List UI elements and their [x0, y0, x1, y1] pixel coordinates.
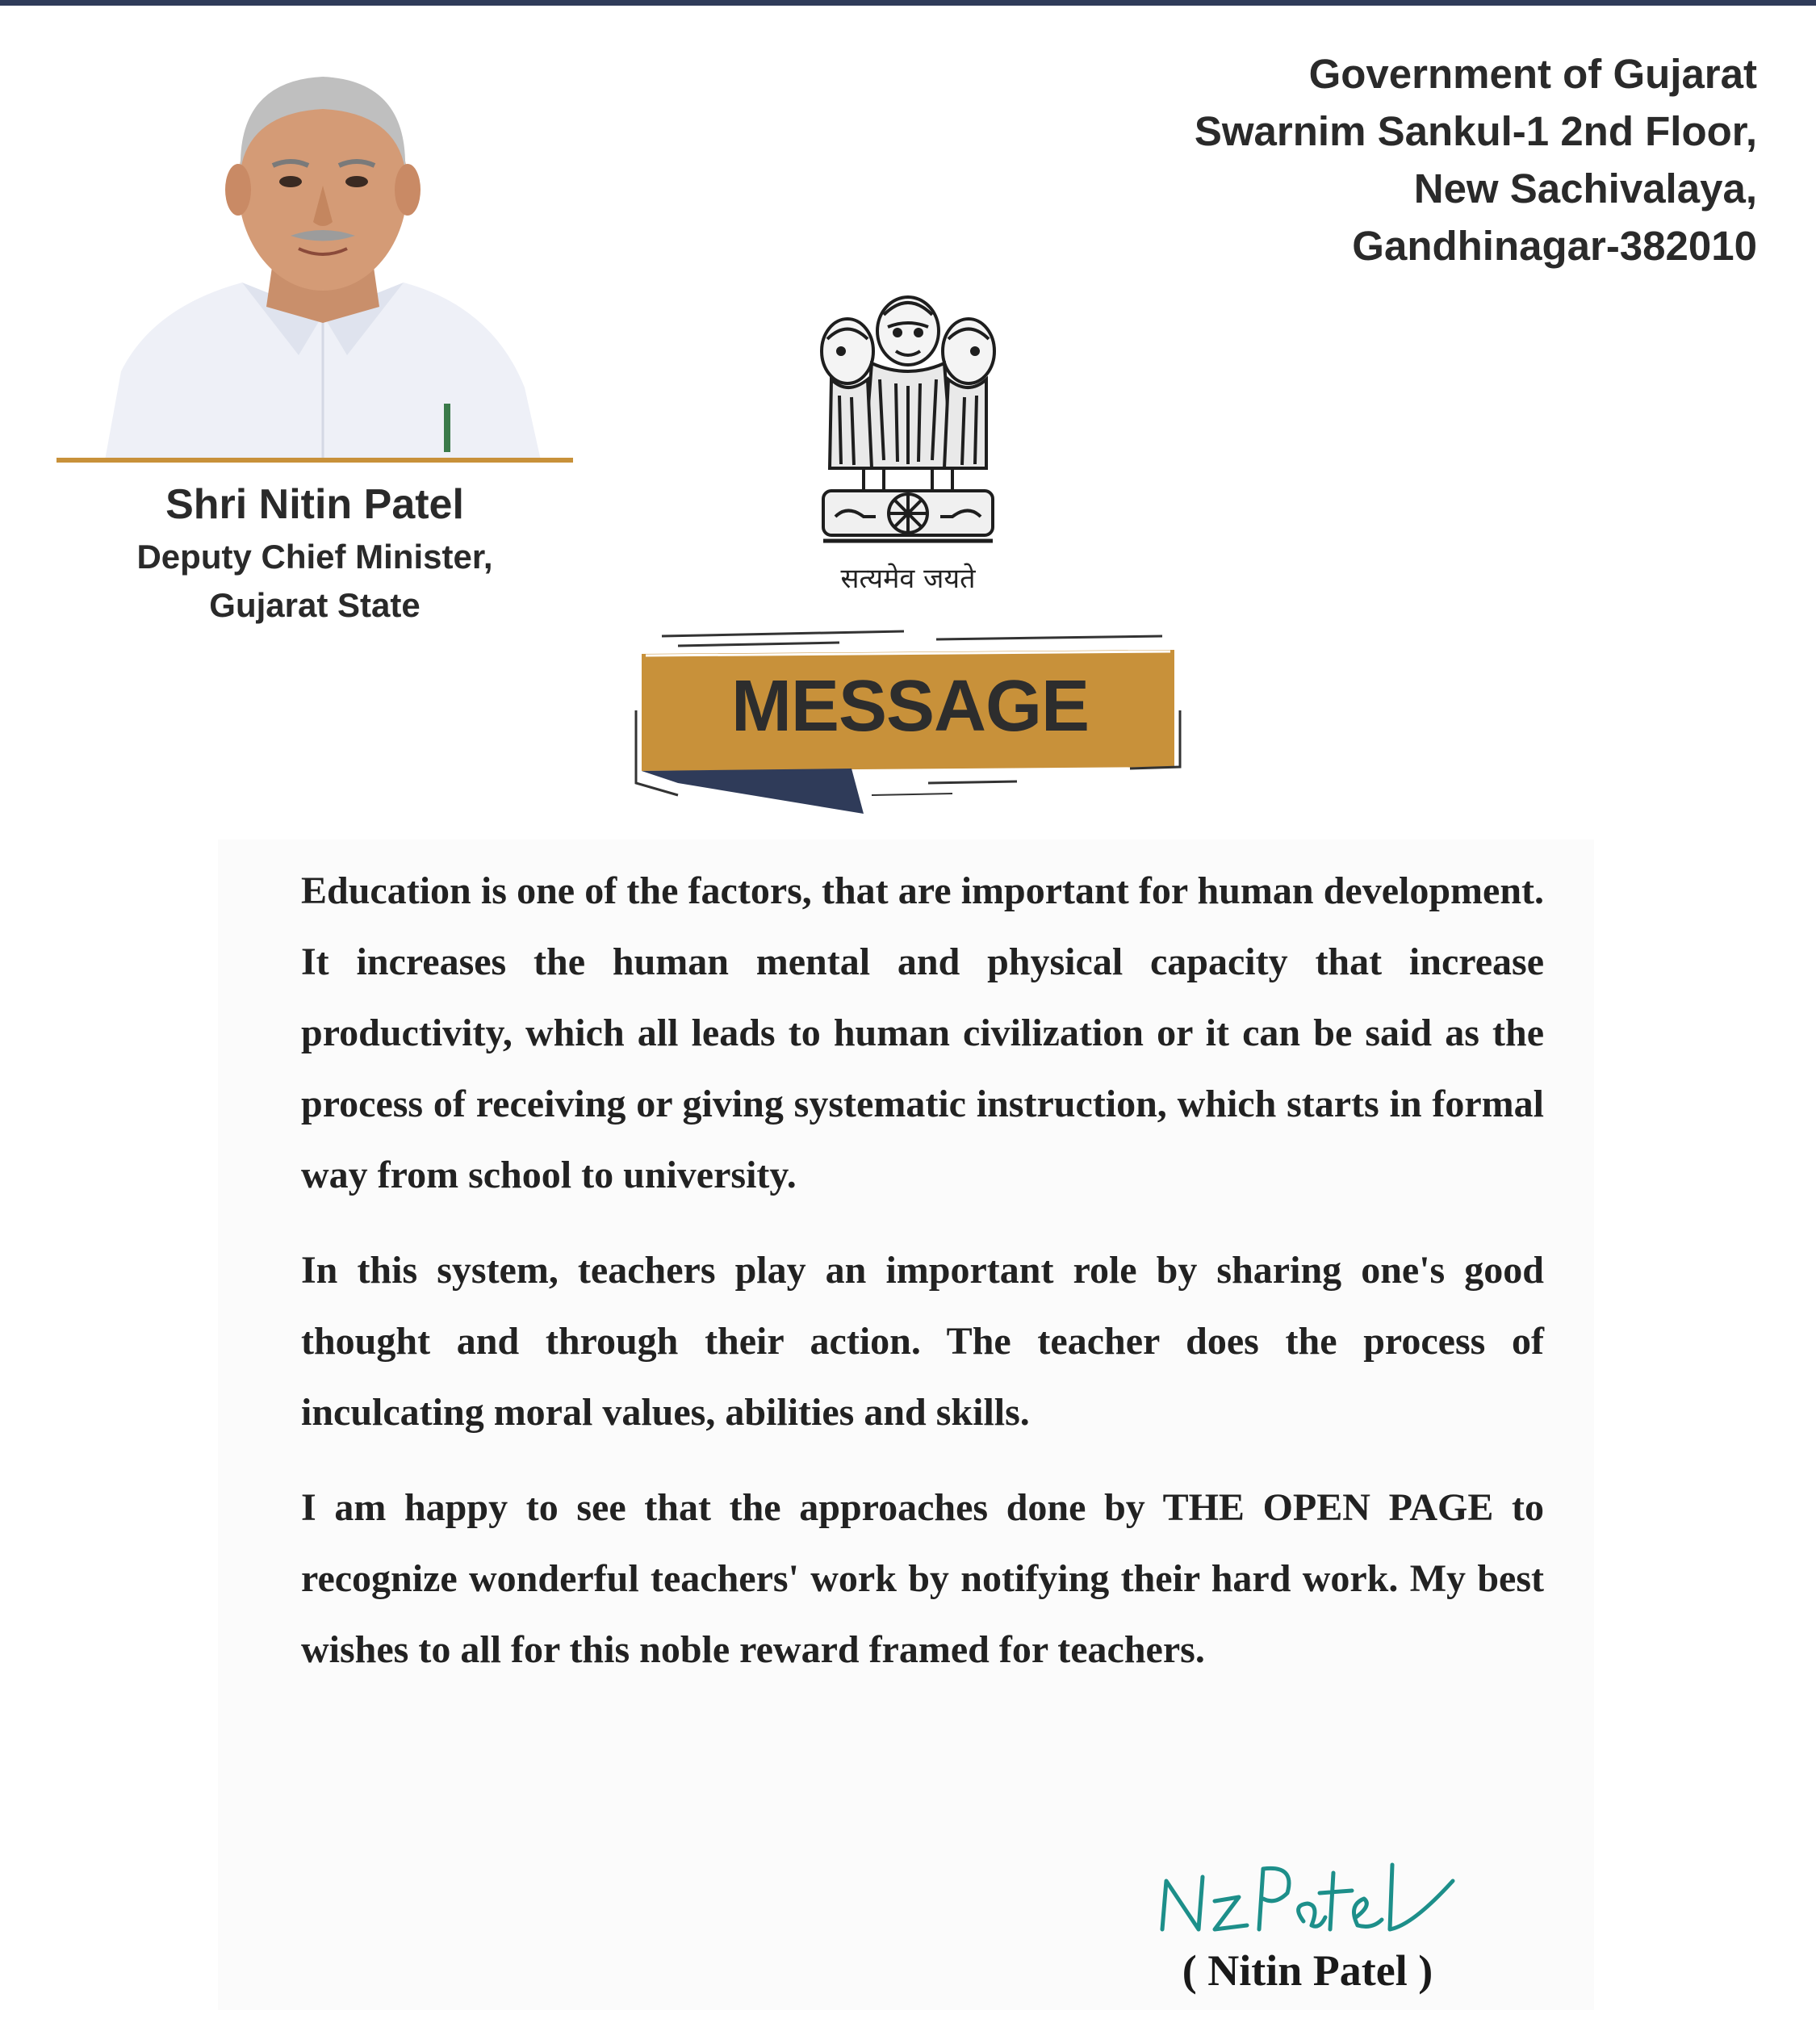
address-line: Government of Gujarat — [1308, 51, 1757, 97]
portrait-divider — [56, 458, 573, 463]
person-name: Shri Nitin Patel — [165, 481, 464, 528]
signatory-name: ( Nitin Patel ) — [1182, 1946, 1433, 1995]
person-info — [56, 476, 573, 630]
letter-paragraph: I am happy to see that the approaches done by THE OPEN PAGE to recognize wonderful teachers' work by notifying their hard work. My best wishes to all for this noble reward framed for teachers. — [301, 1486, 1544, 1671]
portrait-photo — [56, 48, 573, 460]
address-line: Swarnim Sankul-1 2nd Floor, — [1194, 108, 1757, 154]
emblem-motto: सत्यमेव जयते — [840, 563, 976, 595]
handwritten-signature — [1146, 1849, 1469, 1946]
national-emblem-icon — [807, 274, 1009, 557]
letter-paragraph: In this system, teachers play an important role by sharing one's good thought and through their action. The teacher does the process of inculcating moral values, abilities and skills. — [301, 1249, 1544, 1434]
address-line: New Sachivalaya, — [1413, 165, 1757, 212]
letter-body — [301, 856, 1544, 1710]
message-banner — [630, 622, 1186, 823]
top-border — [0, 0, 1816, 6]
office-address — [1031, 45, 1757, 274]
person-state: Gujarat State — [209, 586, 421, 624]
address-line: Gandhinagar-382010 — [1352, 223, 1757, 269]
person-title: Deputy Chief Minister, — [136, 538, 493, 576]
letter-paragraph: Education is one of the factors, that are important for human development. It increases the human mental and physical capacity that increase productivity, which all leads to human civilization or it can be said as the process of receiving or giving systematic instruction, which starts in formal way from school to university. — [301, 869, 1544, 1196]
banner-label: MESSAGE — [730, 665, 1090, 747]
